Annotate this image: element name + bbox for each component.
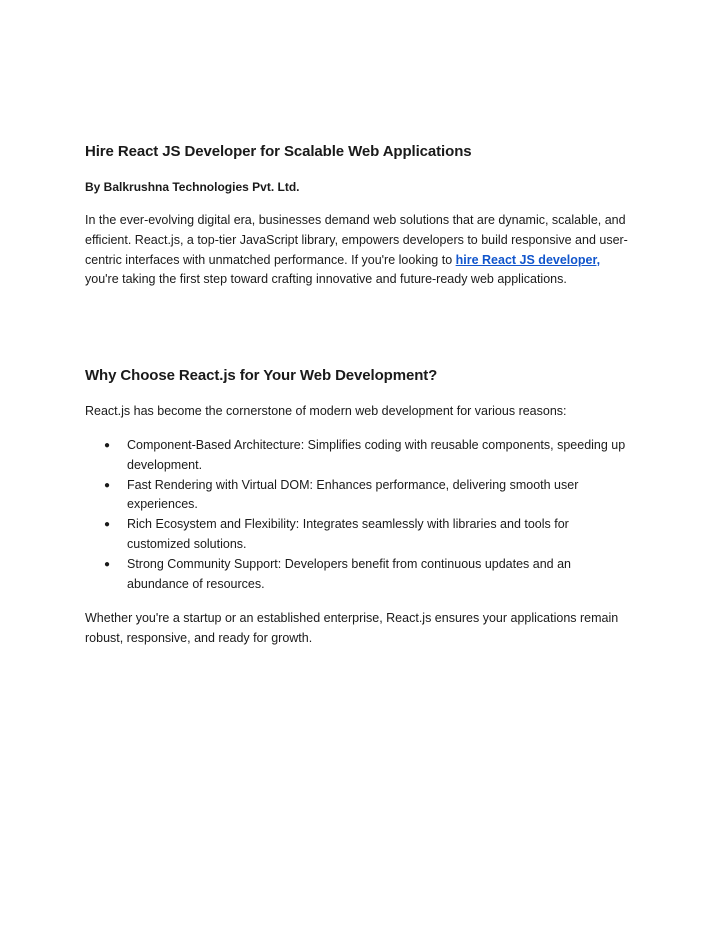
intro-paragraph xyxy=(85,211,630,290)
list-item xyxy=(85,436,630,476)
bullet-icon: ● xyxy=(104,558,111,570)
closing-paragraph: Whether you're a startup or an established enterprise, React.js ensures your applications remain robust, responsive, and ready for growth. xyxy=(85,611,619,645)
intro-text-after-link: you're taking the first step toward crafting innovative and future-ready web applications. xyxy=(85,272,567,287)
list-item-text: Fast Rendering with Virtual DOM: Enhances performance, delivering smooth user experiences. xyxy=(127,477,579,512)
document-title: Hire React JS Developer for Scalable Web Applications xyxy=(85,143,472,160)
bullet-icon: ● xyxy=(104,479,111,491)
author-byline: By Balkrushna Technologies Pvt. Ltd. xyxy=(85,180,300,194)
list-item-text: Strong Community Support: Developers benefit from continuous updates and an abundance of resources. xyxy=(127,556,572,591)
list-item xyxy=(85,555,630,595)
reasons-list xyxy=(85,436,630,594)
bullet-icon: ● xyxy=(104,440,111,451)
list-item xyxy=(85,515,630,555)
hire-react-developer-link[interactable]: hire React JS developer, xyxy=(455,252,601,267)
list-item xyxy=(85,476,630,516)
section-heading: Why Choose React.js for Your Web Development? xyxy=(85,367,438,384)
list-item-text: Rich Ecosystem and Flexibility: Integrates seamlessly with libraries and tools for customized solutions. xyxy=(127,517,569,551)
intro-text-before-link: In the ever-evolving digital era, businesses demand web solutions that are dynamic, scalable, and efficient. React.js, a top-tier JavaScript library, empowers developers to build responsive and user-centric interfaces with unmatched performance. If you're looking to xyxy=(85,213,628,267)
list-item-text: Component-Based Architecture: Simplifies coding with reusable components, speeding up development. xyxy=(127,438,626,472)
section-lead: React.js has become the cornerstone of modern web development for various reasons: xyxy=(85,404,567,418)
bullet-icon: ● xyxy=(104,519,111,531)
